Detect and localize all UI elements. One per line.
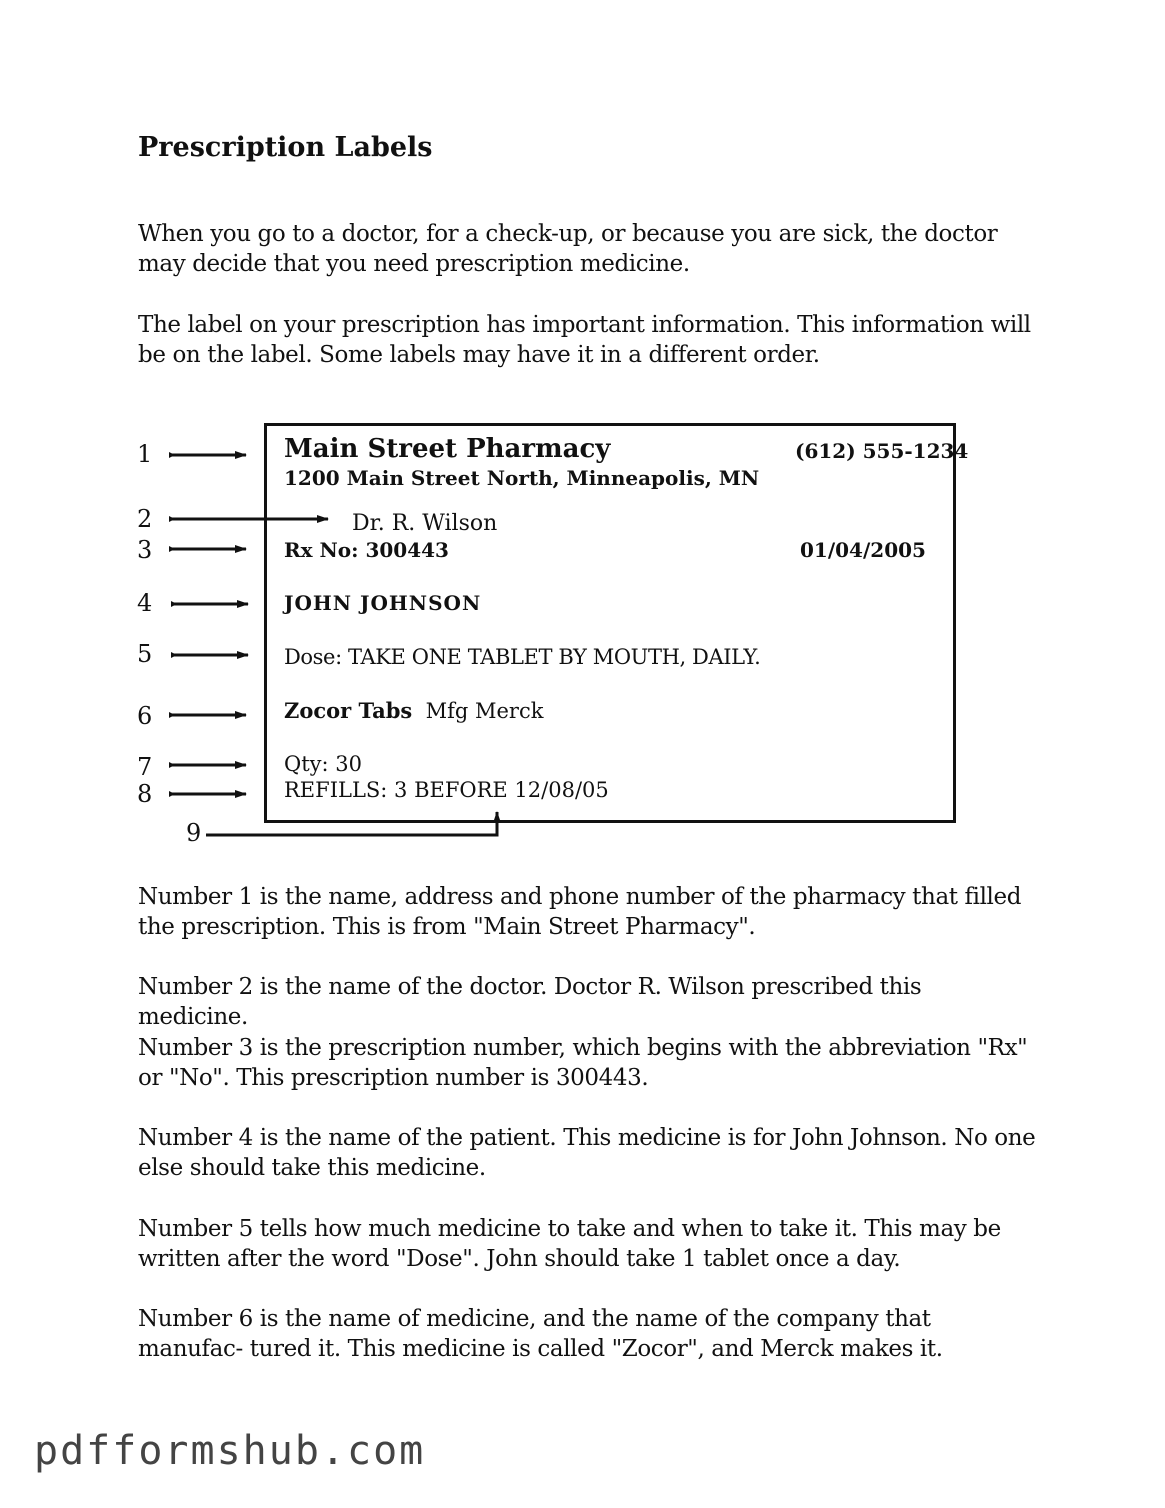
- drug-name: Zocor Tabs: [284, 698, 413, 723]
- quantity: Qty: 30: [284, 752, 362, 776]
- callout-number: 7: [137, 753, 153, 781]
- explanation-paragraph: Number 3 is the prescription number, which begins with the abbreviation "Rx" or "No". This prescription number is 300443.: [138, 1035, 1028, 1091]
- intro-paragraph: When you go to a doctor, for a check-up, or because you are sick, the doctor may decide that you need prescription medicine.: [138, 221, 998, 277]
- callout-number: 3: [137, 536, 153, 564]
- watermark: pdfformshub.com: [34, 1428, 426, 1474]
- callout-number: 2: [137, 505, 153, 533]
- pharmacy-address: 1200 Main Street North, Minneapolis, MN: [284, 466, 760, 490]
- manufacturer: Mfg Merck: [425, 699, 544, 723]
- intro-paragraph: The label on your prescription has important information. This information will be on the label. Some labels may have it in a different order.: [138, 312, 1031, 368]
- pharmacy-phone: (612) 555-1234: [795, 439, 969, 463]
- explanation-paragraph: Number 5 tells how much medicine to take and when to take it. This may be written after the word "Dose". John should take 1 tablet once a day.: [138, 1216, 1001, 1272]
- callout-number: 5: [137, 640, 153, 668]
- dose-instructions: Dose: TAKE ONE TABLET BY MOUTH, DAILY.: [284, 645, 761, 669]
- explanation-paragraph: Number 4 is the name of the patient. This medicine is for John Johnson. No one else should take this medicine.: [138, 1125, 1036, 1181]
- callout-number: 4: [137, 589, 153, 617]
- explanation-paragraph: Number 2 is the name of the doctor. Doctor R. Wilson prescribed this medicine.: [138, 974, 922, 1030]
- doctor-name: Dr. R. Wilson: [352, 511, 498, 536]
- patient-name: JOHN JOHNSON: [284, 591, 482, 615]
- callout-number: 8: [137, 780, 153, 808]
- callout-number: 6: [137, 702, 153, 730]
- pharmacy-name: Main Street Pharmacy: [284, 434, 611, 464]
- callout-number: 9: [186, 819, 202, 847]
- rx-date: 01/04/2005: [800, 538, 926, 562]
- explanation-paragraph: Number 1 is the name, address and phone number of the pharmacy that filled the prescription. This is from "Main Street Pharmacy".: [138, 884, 1022, 940]
- page-title: Prescription Labels: [138, 132, 433, 163]
- arrow-9: [206, 812, 497, 835]
- rx-number: Rx No: 300443: [284, 538, 449, 562]
- callout-number: 1: [137, 440, 153, 468]
- refills: REFILLS: 3 BEFORE 12/08/05: [284, 778, 609, 802]
- explanation-paragraph: Number 6 is the name of medicine, and the name of the company that manufac- tured it. This medicine is called "Zocor", and Merck makes it.: [138, 1306, 943, 1362]
